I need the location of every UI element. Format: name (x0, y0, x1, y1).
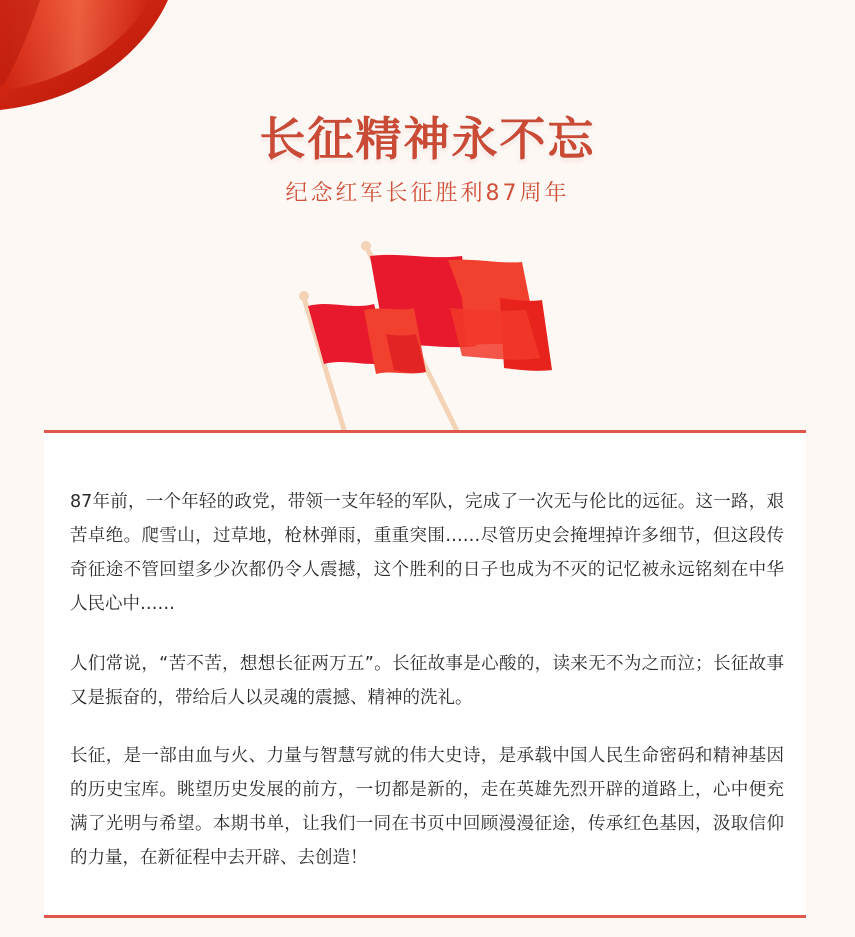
paragraph-saying: 人们常说，“苦不苦，想想长征两万五”。长征故事是心酸的，读来无不为之而泣；长征故事又是振奋的，带给后人以灵魂的震撼、精神的洗礼。 (70, 654, 784, 708)
red-ribbon-corner-icon (0, 0, 175, 115)
page-title: 长征精神永不忘 (259, 112, 596, 166)
paragraph-epic: 长征，是一部由血与火、力量与智慧写就的伟大史诗，是承载中国人民生命密码和精神基因的历史宝库。眺望历史发展的前方，一切都是新的，走在英雄先烈开辟的道路上，心中便充满了光明与希望。本期书单，让我们一同在书页中回顾漫漫征途，传承红色基因，汲取信仰的力量，在新征程中去开辟、去创造！ (70, 746, 784, 868)
red-flags-icon (290, 238, 565, 433)
paragraph-intro: 87年前，一个年轻的政党，带领一支年轻的军队，完成了一次无与伦比的远征。这一路，艰苦卓绝。爬雪山，过草地，枪林弹雨，重重突围……尽管历史会掩埋掉许多细节，但这段传奇征途不管回望多少次都仍令人震撼，这个胜利的日子也成为不灭的记忆被永远铭刻在中华人民心中…… (70, 492, 784, 614)
page-subtitle: 纪念红军长征胜利87周年 (285, 181, 570, 206)
content-card (44, 430, 806, 918)
